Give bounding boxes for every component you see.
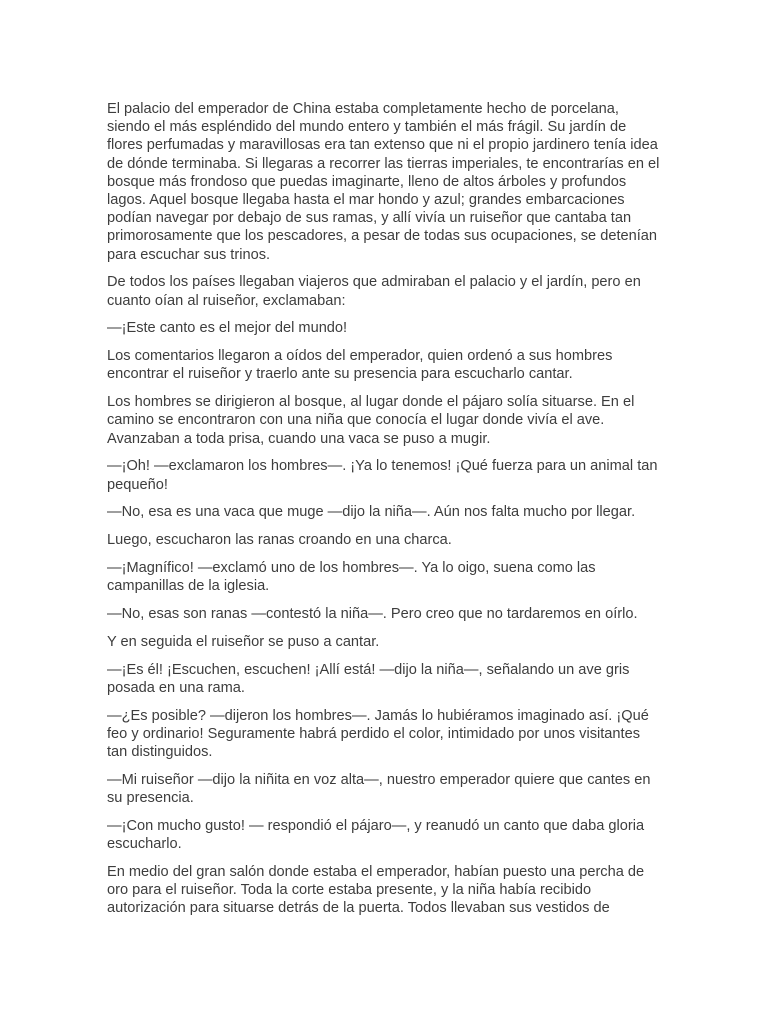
- paragraph-6: —¡Oh! —exclamaron los hombres—. ¡Ya lo tenemos! ¡Qué fuerza para un animal tan pequeño!: [107, 458, 658, 493]
- paragraph-14: —Mi ruiseñor —dijo la niñita en voz alta—, nuestro emperador quiere que cantes en su presencia.: [107, 771, 651, 807]
- paragraph-3: —¡Este canto es el mejor del mundo!: [107, 320, 348, 337]
- paragraph-4: Los comentarios llegaron a oídos del emperador, quien ordenó a sus hombres encontrar el ruiseñor y traerlo ante su presencia para escucharlo cantar.: [107, 348, 613, 383]
- paragraph-10: —No, esas son ranas —contestó la niña—. Pero creo que no tardaremos en oírlo.: [107, 606, 638, 623]
- paragraph-11: Y en seguida el ruiseñor se puso a cantar.: [107, 633, 380, 650]
- document-body: [107, 100, 663, 927]
- paragraph-12: —¡Es él! ¡Escuchen, escuchen! ¡Allí está! —dijo la niña—, señalando un ave gris posada en una rama.: [107, 661, 630, 696]
- paragraph-9: —¡Magnífico! —exclamó uno de los hombres—. Ya lo oigo, suena como las campanillas de la iglesia.: [107, 560, 596, 595]
- paragraph-7: —No, esa es una vaca que muge —dijo la niña—. Aún nos falta mucho por llegar.: [107, 504, 636, 521]
- paragraph-5: Los hombres se dirigieron al bosque, al lugar donde el pájaro solía situarse. En el camino se encontraron con una niña que conocía el lugar donde vivía el ave. Avanzaban a toda prisa, cuando una vaca se puso a mugir.: [107, 394, 635, 447]
- paragraph-2: De todos los países llegaban viajeros que admiraban el palacio y el jardín, pero en cuanto oían al ruiseñor, exclamaban:: [107, 274, 641, 309]
- paragraph-16: En medio del gran salón donde estaba el emperador, habían puesto una percha de oro para el ruiseñor. Toda la corte estaba presente, y la niña había recibido autorización para situarse detrás de la puerta. Todos llevaban sus vestidos de: [107, 863, 645, 917]
- paragraph-15: —¡Con mucho gusto! — respondió el pájaro—, y reanudó un canto que daba gloria escucharlo.: [107, 817, 645, 853]
- paragraph-1: El palacio del emperador de China estaba completamente hecho de porcelana, siendo el más espléndido del mundo entero y también el más frágil. Su jardín de flores perfumadas y maravillosas era tan extenso que ni el propio jardinero tenía idea de dónde terminaba. Si llegaras a recorrer las tierras imperiales, te encontrarías en el bosque más frondoso que puedas imaginarte, lleno de altos árboles y profundos lagos. Aquel bosque llegaba hasta el mar hondo y azul; grandes embarcaciones podían navegar por debajo de sus ramas, y allí vivía un ruiseñor que cantaba tan primorosamente que los pescadores, a pesar de todas sus ocupaciones, se detenían para escuchar sus trinos.: [107, 101, 660, 263]
- paragraph-8: Luego, escucharon las ranas croando en una charca.: [107, 532, 452, 549]
- paragraph-13: —¿Es posible? —dijeron los hombres—. Jamás lo hubiéramos imaginado así. ¡Qué feo y ordinario! Seguramente habrá perdido el color, intimidado por unos visitantes tan distinguidos.: [107, 707, 649, 761]
